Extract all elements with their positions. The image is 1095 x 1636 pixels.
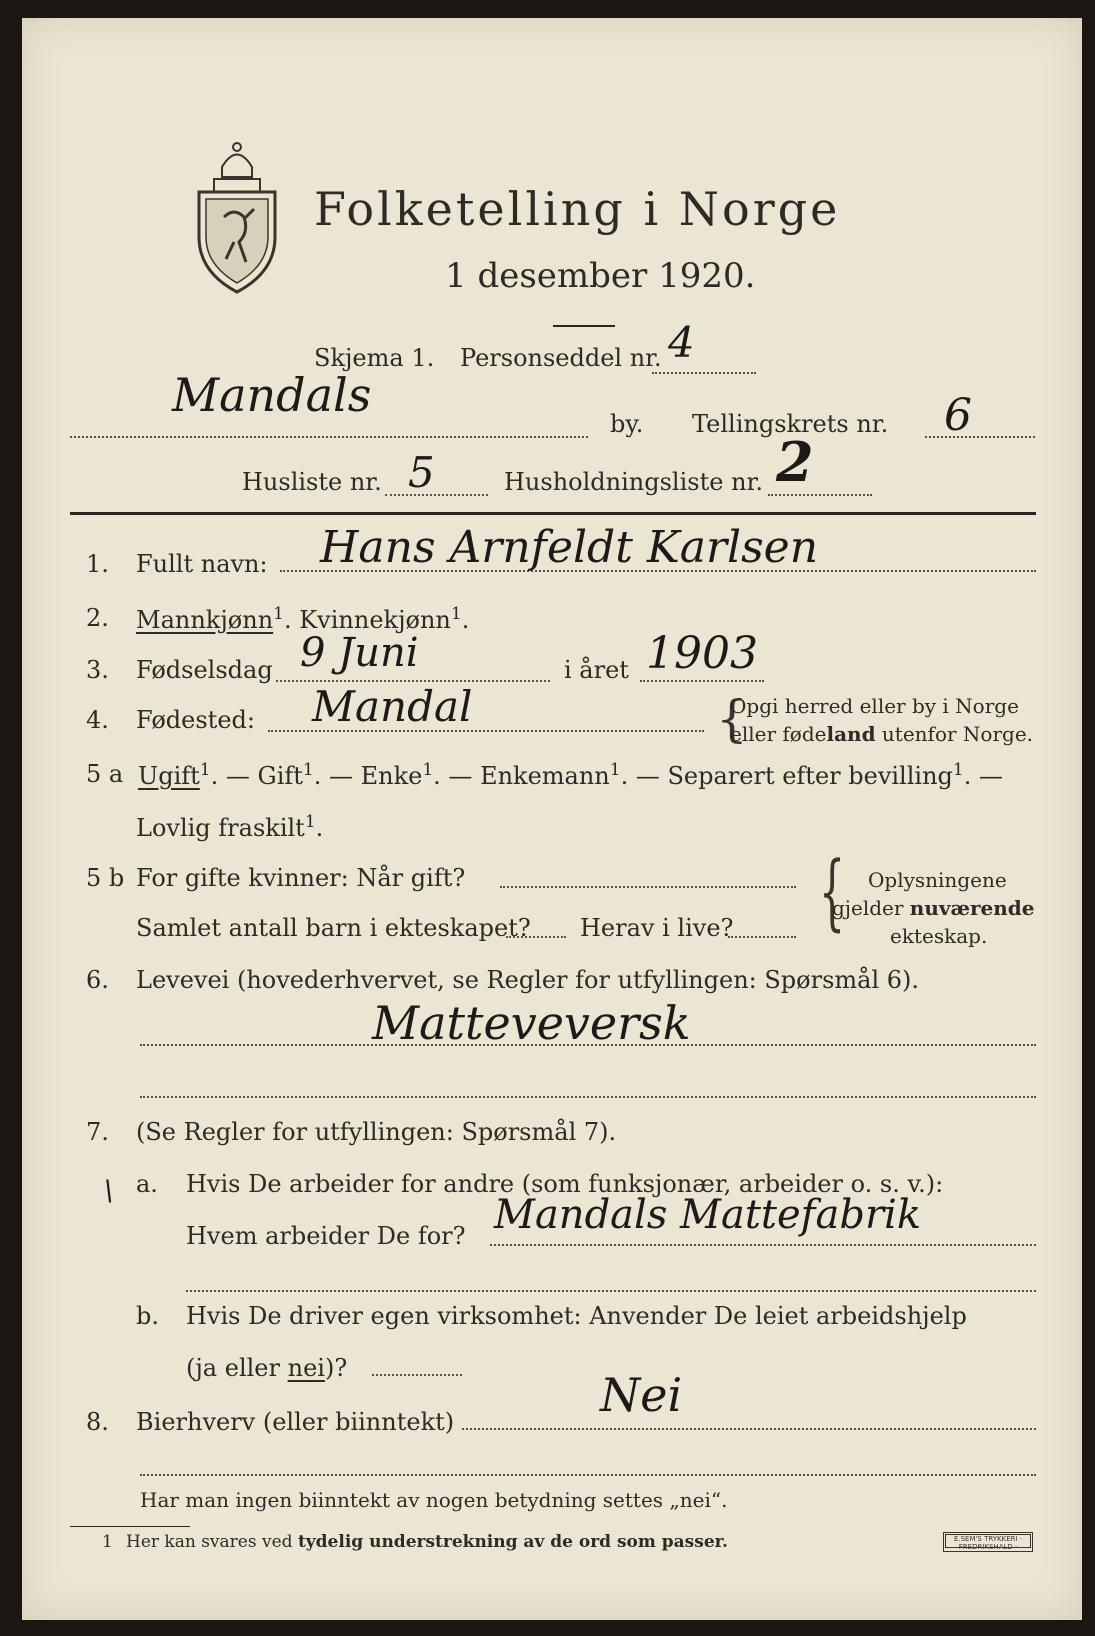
side-income-line: [462, 1428, 1036, 1430]
q4-brace: {: [716, 690, 748, 748]
tellingskrets-label: Tellingskrets nr.: [692, 410, 889, 438]
husholdning-value[interactable]: 2: [776, 430, 814, 494]
employer-label: Hvem arbeider De for?: [186, 1222, 466, 1250]
q5a-number: 5 a: [86, 760, 124, 788]
footnote-divider: [70, 1526, 190, 1527]
occupation-value[interactable]: Matteveversk: [372, 996, 691, 1050]
q7-number: 7.: [86, 1118, 109, 1146]
marital-options-2: Lovlig fraskilt$^1$.: [136, 812, 324, 842]
q5b-brace: {: [819, 845, 846, 940]
marital-options: Ugift$^1$. — Gift$^1$. — Enke$^1$. — Enkemann$^1$. — Separert efter bevilling$^1$. —: [138, 760, 1003, 790]
title-divider: [553, 325, 615, 327]
husholdning-label: Husholdningsliste nr.: [504, 468, 763, 496]
alive-label: Herav i live?: [580, 914, 734, 942]
married-when-line: [500, 886, 796, 888]
census-date: 1 desember 1920.: [445, 256, 756, 296]
q2-options: Mannkjønn$^1$. Kvinnekjønn$^1$.: [136, 604, 470, 634]
footnote-number: 1: [102, 1532, 113, 1552]
q5b-note-2: gjelder nuværende: [832, 896, 1035, 920]
year-line: [640, 680, 764, 682]
city-value[interactable]: Mandals: [172, 368, 372, 422]
q1-label: Fullt navn:: [136, 550, 268, 578]
employer-line-2: [186, 1290, 1036, 1292]
enke-option[interactable]: Enke: [360, 762, 423, 790]
skjema-label: Skjema 1.: [314, 344, 435, 372]
q6-label: Levevei (hovederhvervet, se Regler for utfyllingen: Spørsmål 6).: [136, 966, 920, 994]
q5b-number: 5 b: [86, 864, 125, 892]
q1-number: 1.: [86, 550, 109, 578]
male-option[interactable]: Mannkjønn: [136, 606, 274, 634]
q3-label: Fødselsdag: [136, 656, 273, 684]
q7b-letter: b.: [136, 1302, 159, 1330]
q8-label: Bierhverv (eller biinntekt): [136, 1408, 455, 1436]
q7b-text: Hvis De driver egen virksomhet: Anvender De leiet arbeidshjelp: [186, 1302, 967, 1330]
year-label: i året: [564, 656, 629, 684]
personseddel-value[interactable]: 4: [668, 318, 695, 367]
employer-value[interactable]: Mandals Mattefabrik: [494, 1192, 922, 1238]
city-line: [70, 436, 588, 438]
alive-line: [728, 936, 796, 938]
q6-number: 6.: [86, 966, 109, 994]
hired-help-label: (ja eller nei)?: [186, 1354, 348, 1382]
coat-of-arms-icon: [194, 137, 280, 297]
birthplace-value[interactable]: Mandal: [312, 682, 473, 731]
employer-line-1: [490, 1244, 1036, 1246]
tellingskrets-line: [925, 436, 1035, 438]
footer-note: Har man ingen biinntekt av nogen betydning settes „nei“.: [140, 1488, 728, 1512]
q3-number: 3.: [86, 656, 109, 684]
personseddel-line: [652, 372, 756, 374]
separert-option[interactable]: Separert efter bevilling: [667, 762, 953, 790]
birthday-value[interactable]: 9 Juni: [300, 630, 419, 676]
children-label: Samlet antall barn i ekteskapet?: [136, 914, 531, 942]
q2-number: 2.: [86, 604, 109, 632]
children-line: [506, 936, 566, 938]
hired-help-line: [372, 1374, 462, 1376]
q4-note-2: eller fødeland utenfor Norge.: [730, 722, 1034, 746]
married-when-label: For gifte kvinner: Når gift?: [136, 864, 466, 892]
lovlig-fraskilt-option[interactable]: Lovlig fraskilt: [136, 814, 305, 842]
side-income-line-2: [140, 1474, 1036, 1476]
q7-label: (Se Regler for utfyllingen: Spørsmål 7).: [136, 1118, 617, 1146]
tellingskrets-value[interactable]: 6: [944, 390, 972, 441]
occupation-line-2: [140, 1096, 1036, 1098]
q4-label: Fødested:: [136, 706, 255, 734]
q7a-letter: a.: [136, 1170, 158, 1198]
husliste-value[interactable]: 5: [408, 448, 435, 497]
q7a-text: Hvis De arbeider for andre (som funksjonær, arbeider o. s. v.):: [186, 1170, 944, 1198]
ugift-option[interactable]: Ugift: [138, 762, 200, 790]
q4-note-1: Opgi herred eller by i Norge: [730, 694, 1019, 718]
form-title: Folketelling i Norge: [314, 182, 841, 236]
female-option[interactable]: Kvinnekjønn: [299, 606, 451, 634]
q5b-note-3: ekteskap.: [890, 924, 988, 948]
occupation-line-1: [140, 1044, 1036, 1046]
husliste-label: Husliste nr.: [242, 468, 382, 496]
footnote-text: Her kan svares ved tydelig understrekning av de ord som passer.: [126, 1532, 728, 1552]
q8-number: 8.: [86, 1408, 109, 1436]
full-name-value[interactable]: Hans Arnfeldt Karlsen: [320, 522, 819, 573]
side-income-value[interactable]: Nei: [600, 1368, 683, 1422]
enkemann-option[interactable]: Enkemann: [480, 762, 610, 790]
husliste-line: [385, 494, 488, 496]
birth-year-value[interactable]: 1903: [646, 628, 758, 679]
personseddel-label: Personseddel nr.: [460, 344, 662, 372]
q4-number: 4.: [86, 706, 109, 734]
by-label: by.: [610, 410, 644, 438]
nei-option[interactable]: nei: [287, 1354, 325, 1382]
q7a-mark: \: [104, 1174, 114, 1207]
header-divider: [70, 512, 1036, 515]
q5b-note-1: Oplysningene: [868, 868, 1007, 892]
printer-stamp: E.SEM'S TRYKKERI · FREDRIKSHALD ·: [943, 1532, 1033, 1552]
husholdning-line: [768, 494, 872, 496]
gift-option[interactable]: Gift: [257, 762, 303, 790]
